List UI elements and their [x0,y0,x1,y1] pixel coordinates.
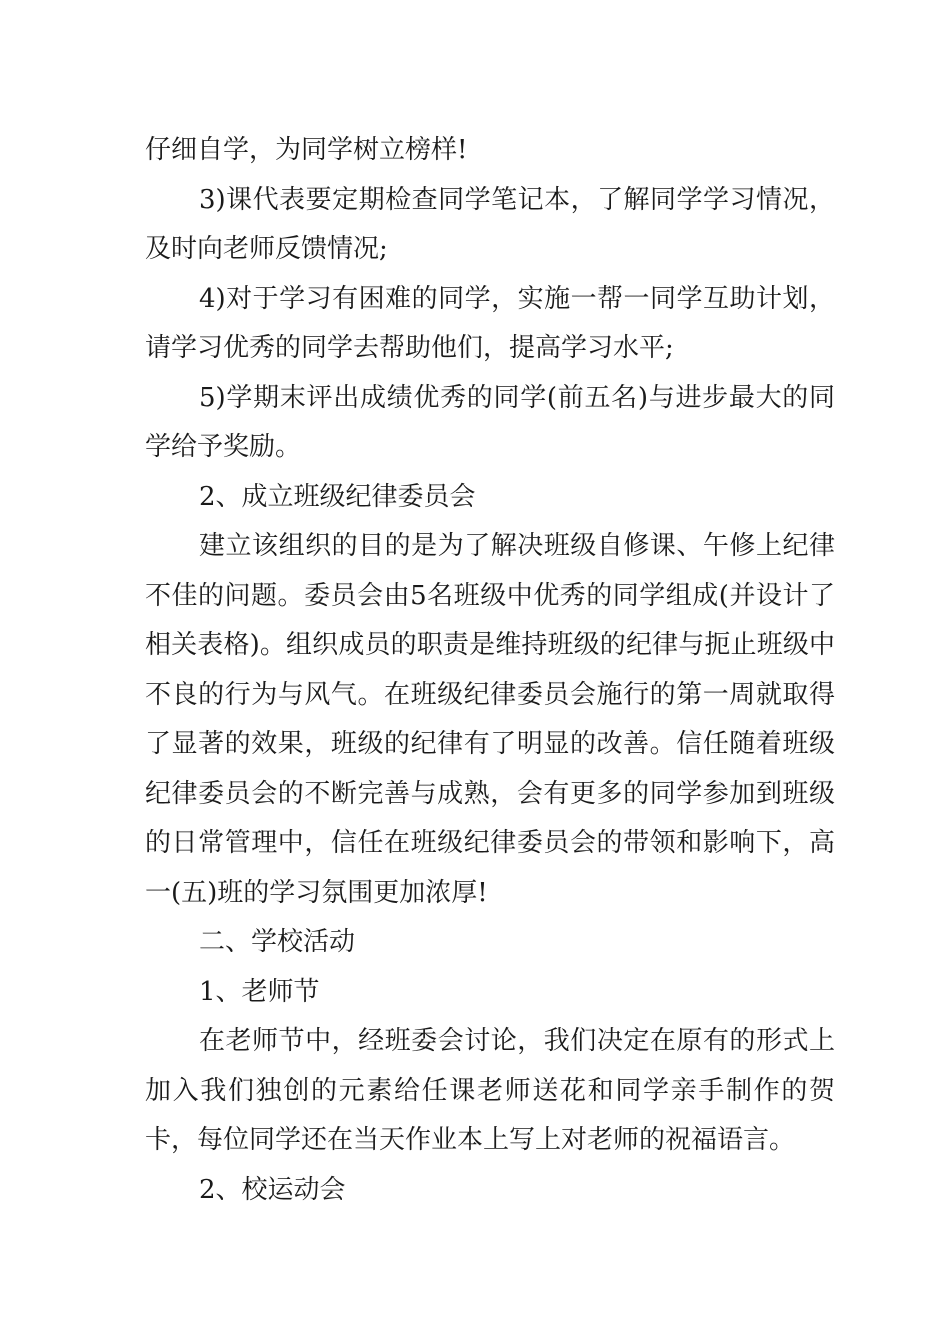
paragraph-9: 在老师节中，经班委会讨论，我们决定在原有的形式上加入我们独创的元素给任课老师送花和同学亲手制作的贺卡，每位同学还在当天作业本上写上对老师的祝福语言。 [145,1026,835,1155]
section-heading-school-activities: 二、学校活动 [199,927,356,957]
paragraph-4: 5)学期末评出成绩优秀的同学(前五名)与进步最大的同学给予奖励。 [145,382,835,462]
paragraph-6: 建立该组织的目的是为了解决班级自修课、午修上纪律不佳的问题。委员会由5名班级中优秀的同学组成(并设计了相关表格)。组织成员的职责是维持班级的纪律与扼止班级中不良的行为与风气。在班级纪律委员会施行的第一周就取得了显著的效果，班级的纪律有了明显的改善。信任随着班级纪律委员会的不断完善与成熟，会有更多的同学参加到班级的日常管理中，信任在班级纪律委员会的带领和影响下，高一(五)班的学习氛围更加浓厚! [145,531,835,908]
document-body [145,126,835,1215]
section-heading-discipline-committee: 2、成立班级纪律委员会 [199,481,476,512]
paragraph-1: 仔细自学，为同学树立榜样! [145,135,468,165]
paragraph-2: 3)课代表要定期检查同学笔记本，了解同学学习情况，及时向老师反馈情况; [145,184,835,264]
section-heading-sports-meet: 2、校运动会 [199,1174,346,1205]
section-heading-teachers-day: 1、老师节 [199,976,320,1007]
paragraph-3: 4)对于学习有困难的同学，实施一帮一同学互助计划，请学习优秀的同学去帮助他们，提高学习水平; [145,283,835,363]
